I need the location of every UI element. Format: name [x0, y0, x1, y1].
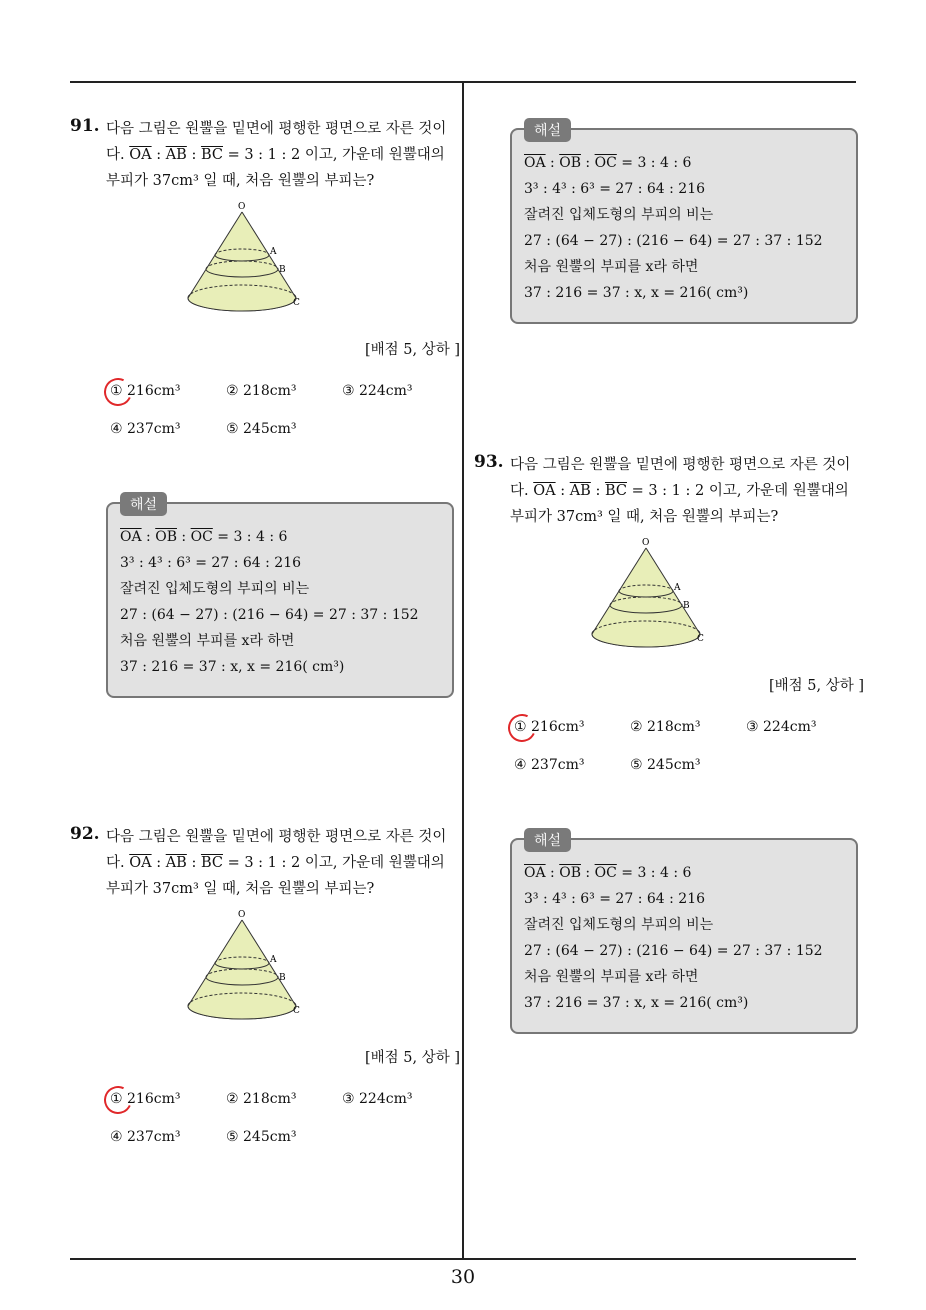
answer-choices — [70, 383, 460, 463]
choice-3[interactable]: ③ 224cm³ — [342, 1091, 413, 1107]
choice-3[interactable]: ③ 224cm³ — [746, 719, 817, 735]
answer-circle-mark — [100, 374, 136, 410]
solution-box — [106, 497, 454, 698]
label-c: C — [697, 634, 704, 644]
answer-choices — [70, 1091, 460, 1171]
label-c: C — [293, 1006, 300, 1016]
solution-text: $\overline{OA}$ : $\overline{OB}$ : $\overline{OC} = 3$ : 4 : 6 3³ : 4³ : 6³ = 27 : 64 : 216 잘려진 입체도형의 부피의 비는 27 : (64 − 27) : (216 − 64) = 27 : 37 : 152 처음 원뿔의 부피를 x라 하면 37 : 216 = 37 : x, x = 216( cm³) — [524, 865, 823, 1011]
choice-5[interactable]: ⑤ 245cm³ — [226, 421, 297, 437]
problem-text: 다음 그림은 원뿔을 밑면에 평행한 평면으로 자른 것이 다. $\overline{OA}$ : $\overline{AB}$ : $\overline{BC} = 3$ : 1 : 2 이고, 가운데 원뿔대의 부피가 37cm³ 일 때, 처음 원뿔의 부피는? — [106, 121, 447, 189]
choice-2[interactable]: ② 218cm³ — [226, 1091, 297, 1107]
label-o: O — [642, 538, 650, 548]
cone-figure — [70, 202, 460, 322]
problem-93 — [474, 452, 864, 799]
problem-text: 다음 그림은 원뿔을 밑면에 평행한 평면으로 자른 것이 다. $\overline{OA}$ : $\overline{AB}$ : $\overline{BC} = 3$ : 1 : 2 이고, 가운데 원뿔대의 부피가 37cm³ 일 때, 처음 원뿔의 부피는? — [106, 829, 447, 897]
problem-number: 91. — [70, 116, 100, 136]
score-label: [배점 5, 상하 ] — [364, 1050, 460, 1066]
problem-number: 92. — [70, 824, 100, 844]
solution-text: $\overline{OA}$ : $\overline{OB}$ : $\overline{OC} = 3$ : 4 : 6 3³ : 4³ : 6³ = 27 : 64 : 216 잘려진 입체도형의 부피의 비는 27 : (64 − 27) : (216 − 64) = 27 : 37 : 152 처음 원뿔의 부피를 x라 하면 37 : 216 = 37 : x, x = 216( cm³) — [120, 529, 419, 675]
label-b: B — [683, 601, 690, 611]
choice-4[interactable]: ④ 237cm³ — [514, 757, 585, 773]
choice-1[interactable]: ① 216cm³ — [110, 1091, 180, 1107]
solution-box — [510, 833, 858, 1034]
choice-5[interactable]: ⑤ 245cm³ — [630, 757, 701, 773]
page-number: 30 — [450, 1266, 476, 1288]
label-c: C — [293, 298, 300, 308]
solution-box — [510, 123, 858, 324]
answer-choices — [474, 719, 864, 799]
choice-4[interactable]: ④ 237cm³ — [110, 1129, 181, 1145]
problem-text: 다음 그림은 원뿔을 밑면에 평행한 평면으로 자른 것이 다. $\overline{OA}$ : $\overline{AB}$ : $\overline{BC} = 3$ : 1 : 2 이고, 가운데 원뿔대의 부피가 37cm³ 일 때, 처음 원뿔의 부피는? — [510, 457, 851, 525]
choice-2[interactable]: ② 218cm³ — [630, 719, 701, 735]
solution-tag: 해설 — [524, 118, 571, 142]
choice-2[interactable]: ② 218cm³ — [226, 383, 297, 399]
label-a: A — [270, 955, 277, 965]
choice-5[interactable]: ⑤ 245cm³ — [226, 1129, 297, 1145]
problem-92 — [70, 824, 460, 1171]
solution-text: $\overline{OA}$ : $\overline{OB}$ : $\overline{OC} = 3$ : 4 : 6 3³ : 4³ : 6³ = 27 : 64 : 216 잘려진 입체도형의 부피의 비는 27 : (64 − 27) : (216 − 64) = 27 : 37 : 152 처음 원뿔의 부피를 x라 하면 37 : 216 = 37 : x, x = 216( cm³) — [524, 155, 823, 301]
choice-4[interactable]: ④ 237cm³ — [110, 421, 181, 437]
label-a: A — [270, 247, 277, 257]
solution-tag: 해설 — [120, 492, 167, 516]
cone-figure — [474, 538, 864, 658]
label-o: O — [238, 202, 246, 212]
problem-number: 93. — [474, 452, 504, 472]
score-label: [배점 5, 상하 ] — [364, 342, 460, 358]
label-a: A — [674, 583, 681, 593]
answer-circle-mark — [100, 1082, 136, 1118]
choice-1[interactable]: ① 216cm³ — [514, 719, 584, 735]
answer-circle-mark — [504, 710, 540, 746]
column-divider — [462, 82, 464, 1258]
problem-91 — [70, 116, 460, 463]
label-b: B — [279, 265, 286, 275]
label-o: O — [238, 910, 246, 920]
choice-1[interactable]: ① 216cm³ — [110, 383, 180, 399]
footer-rule — [70, 1258, 856, 1260]
choice-3[interactable]: ③ 224cm³ — [342, 383, 413, 399]
cone-figure — [70, 910, 460, 1030]
solution-tag: 해설 — [524, 828, 571, 852]
score-label: [배점 5, 상하 ] — [768, 678, 864, 694]
label-b: B — [279, 973, 286, 983]
